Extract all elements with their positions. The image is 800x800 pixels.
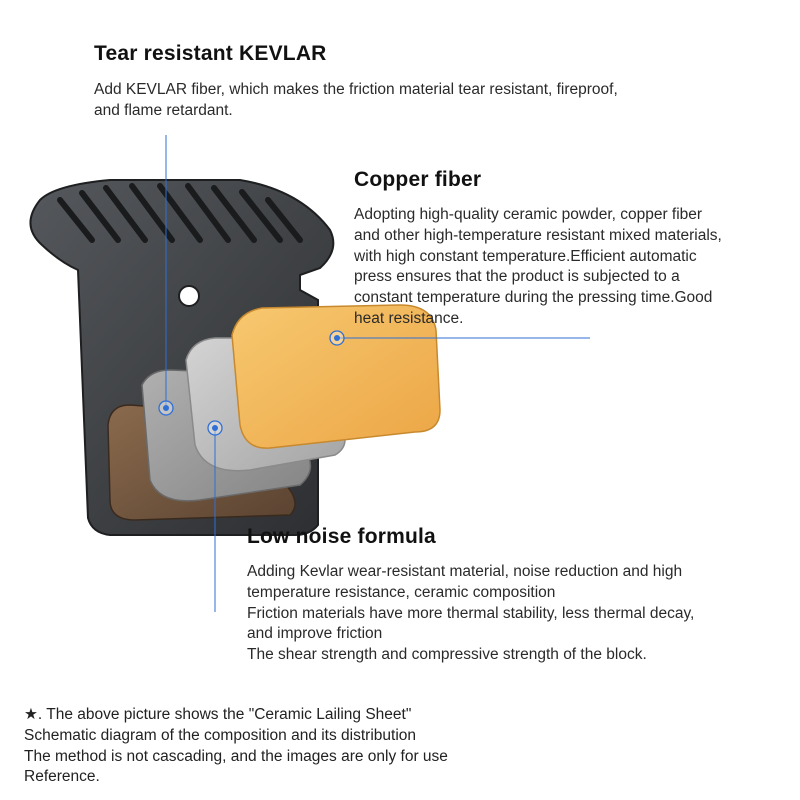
kevlar-description — [94, 80, 618, 122]
noise-title: Low noise formula — [247, 525, 436, 548]
copper-marker — [330, 331, 344, 345]
copper-title: Copper fiber — [354, 168, 482, 191]
footnote-line: The method is not cascading, and the images are only for use — [24, 747, 448, 765]
footnote-line: Reference. — [24, 768, 100, 786]
mounting-hole — [179, 286, 199, 306]
noise-marker — [208, 421, 222, 435]
footnote — [24, 705, 448, 788]
copper-line: Adopting high-quality ceramic powder, copper fiber — [354, 206, 703, 223]
noise-line: Friction materials have more thermal stability, less thermal decay, — [247, 604, 695, 622]
footnote-line: ★. The above picture shows the "Ceramic Lailing Sheet" — [24, 706, 412, 723]
footnote-line: Schematic diagram of the composition and its distribution — [24, 726, 417, 744]
kevlar-line: and flame retardant. — [94, 101, 233, 119]
copper-line: press ensures that the product is subjected to a — [354, 268, 680, 286]
noise-line: temperature resistance, ceramic composition — [247, 583, 556, 601]
noise-description — [247, 562, 694, 666]
copper-line: with high constant temperature.Efficient automatic — [354, 247, 697, 265]
kevlar-marker — [159, 401, 173, 415]
kevlar-line: Add KEVLAR fiber, which makes the friction material tear resistant, fireproof, — [94, 81, 618, 98]
copper-description — [354, 205, 722, 330]
noise-line: and improve friction — [247, 625, 383, 643]
copper-line: and other high-temperature resistant mixed materials, — [354, 226, 722, 244]
kevlar-title: Tear resistant KEVLAR — [94, 42, 327, 65]
noise-line: The shear strength and compressive strength of the block. — [247, 646, 647, 664]
noise-line: Adding Kevlar wear-resistant material, noise reduction and high — [247, 563, 683, 580]
copper-line: constant temperature during the pressing time.Good — [354, 289, 713, 307]
copper-line: heat resistance. — [354, 309, 464, 327]
